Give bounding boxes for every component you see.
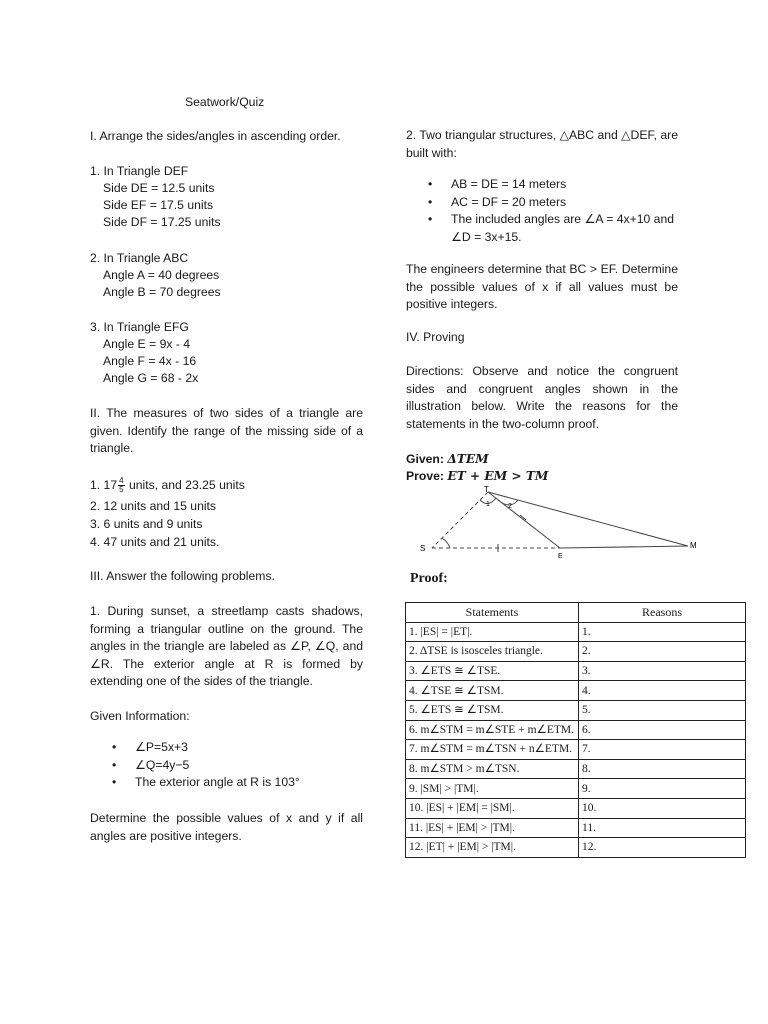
proof-row	[406, 622, 746, 642]
proof-row	[406, 740, 746, 760]
proof-row	[406, 700, 746, 720]
part-2-item: 2. 12 units and 15 units	[90, 499, 217, 513]
given-information-list	[90, 739, 363, 792]
vertex-label-s: S	[420, 544, 426, 553]
statement-cell: 4. ∠TSE ≅ ∠TSM.	[406, 681, 579, 701]
proof-table	[405, 602, 746, 858]
part-2-item: 3. 6 units and 9 units	[90, 517, 203, 531]
angle-label-1: 1	[486, 501, 490, 508]
reason-cell[interactable]: 2.	[579, 642, 746, 662]
part-4-directions: Directions: Observe and notice the congruent sides and congruent angles shown in the illustration below. Write the reasons for the statements in the two-column proof.	[406, 364, 678, 431]
reason-cell[interactable]: 10.	[579, 798, 746, 818]
statement-cell: 2. ΔTSE is isosceles triangle.	[406, 642, 579, 662]
problem-2-list	[406, 176, 678, 246]
part-2-item-1-prefix: 1. 17	[90, 478, 118, 492]
reason-cell[interactable]: 6.	[579, 720, 746, 740]
part-1-item-1-line: Side EF = 17.5 units	[103, 198, 214, 212]
vertex-label-t: T	[484, 485, 489, 494]
angle-arc-s	[442, 538, 450, 548]
given-value: ΔTEM	[447, 452, 489, 466]
given-item: • ∠Q=4y−5	[90, 757, 363, 775]
reason-cell[interactable]: 12.	[579, 838, 746, 858]
proof-row	[406, 759, 746, 779]
proof-row	[406, 720, 746, 740]
proof-row	[406, 681, 746, 701]
fraction-numerator: 4	[119, 476, 124, 486]
proof-row	[406, 661, 746, 681]
prove-label: Prove:	[406, 469, 448, 483]
problem-2-item: • AC = DF = 20 meters	[406, 194, 678, 212]
reason-cell[interactable]: 1.	[579, 622, 746, 642]
part-1-item-1-line: Side DE = 12.5 units	[103, 181, 215, 195]
statement-cell: 1. |ES| = |ET|.	[406, 622, 579, 642]
part-2-item: 4. 47 units and 21 units.	[90, 535, 220, 549]
given-information-label: Given Information:	[90, 709, 190, 723]
reason-cell[interactable]: 4.	[579, 681, 746, 701]
statement-cell: 6. m∠STM = m∠STE + m∠ETM.	[406, 720, 579, 740]
reason-cell[interactable]: 11.	[579, 818, 746, 838]
proof-table-header-row	[406, 603, 746, 623]
part-4-heading: IV. Proving	[406, 330, 465, 344]
part-2-item-1-suffix: units, and 23.25 units	[125, 478, 245, 492]
proof-row	[406, 642, 746, 662]
mixed-number-fraction	[118, 477, 124, 494]
reason-cell[interactable]: 8.	[579, 759, 746, 779]
given-label: Given:	[406, 452, 448, 466]
proof-label: Proof:	[410, 571, 448, 586]
reasons-header: Reasons	[579, 603, 746, 623]
reason-cell[interactable]: 7.	[579, 740, 746, 760]
part-1-item-1-line: Side DF = 17.25 units	[103, 215, 221, 229]
problem-2-item: • The included angles are ∠A = 4x+10 and ∠D = 3x+15.	[406, 211, 678, 246]
given-item: • ∠P=5x+3	[90, 739, 363, 757]
statement-cell: 7. m∠STM = m∠TSN + n∠ETM.	[406, 740, 579, 760]
statement-cell: 10. |ES| + |EM| = |SM|.	[406, 798, 579, 818]
segment-em	[560, 546, 688, 548]
part-1-item-3-line: Angle E = 9x - 4	[103, 337, 191, 351]
part-1-item-1-label: 1. In Triangle DEF	[90, 164, 189, 178]
part-1-item-2-line: Angle A = 40 degrees	[103, 268, 220, 282]
given-item: • The exterior angle at R is 103°	[90, 774, 363, 792]
proof-row	[406, 838, 746, 858]
part-1-item-2-line: Angle B = 70 degrees	[103, 285, 221, 299]
proof-row	[406, 818, 746, 838]
problem-2-intro: 2. Two triangular structures, △ABC and △DEF, are built with:	[406, 128, 678, 160]
statements-header: Statements	[406, 603, 579, 623]
part-1-item-3-label: 3. In Triangle EFG	[90, 320, 189, 334]
statement-cell: 3. ∠ETS ≅ ∠TSE.	[406, 661, 579, 681]
vertex-label-e: E	[558, 553, 563, 560]
problem-2-item: • AB = DE = 14 meters	[406, 176, 678, 194]
reason-cell[interactable]: 9.	[579, 779, 746, 799]
problem-1-question: Determine the possible values of x and y if all angles are positive integers.	[90, 811, 363, 843]
proof-row	[406, 779, 746, 799]
problem-2-question: The engineers determine that BC > EF. Determine the possible values of x if all values must be positive integers.	[406, 262, 678, 311]
reason-cell[interactable]: 5.	[579, 700, 746, 720]
prove-value: ET + EM > TM	[447, 469, 549, 483]
segment-ts	[432, 492, 488, 548]
fraction-denominator: 5	[119, 485, 124, 495]
given-statement	[406, 451, 489, 469]
prove-statement	[406, 468, 548, 486]
part-1-item-2-label: 2. In Triangle ABC	[90, 251, 189, 265]
part-1-item-3-line: Angle G = 68 - 2x	[103, 371, 199, 385]
part-1-heading: I. Arrange the sides/angles in ascending order.	[90, 129, 341, 143]
proof-row	[406, 798, 746, 818]
reason-cell[interactable]: 3.	[579, 661, 746, 681]
page-title: Seatwork/Quiz	[185, 95, 265, 109]
statement-cell: 12. |ET| + |EM| > |TM|.	[406, 838, 579, 858]
vertex-label-m: M	[690, 541, 697, 550]
statement-cell: 8. m∠STM > m∠TSN.	[406, 759, 579, 779]
statement-cell: 9. |SM| > |TM|.	[406, 779, 579, 799]
part-3-heading: III. Answer the following problems.	[90, 569, 275, 583]
part-2-heading: II. The measures of two sides of a triangle are given. Identify the range of the missing side of a triangle.	[90, 406, 363, 455]
triangle-diagram	[410, 484, 710, 570]
part-1-item-3-line: Angle F = 4x - 16	[103, 354, 197, 368]
problem-1-text: 1. During sunset, a streetlamp casts shadows, forming a triangular outline on the ground. The angles in the triangle are labeled as ∠P, ∠Q, and ∠R. The exterior angle at R is formed by extending one of the sides of the triangle.	[90, 604, 363, 688]
statement-cell: 5. ∠ETS ≅ ∠TSM.	[406, 700, 579, 720]
statement-cell: 11. |ES| + |EM| > |TM|.	[406, 818, 579, 838]
angle-label-2: 2	[508, 503, 512, 510]
part-2-item-1	[90, 477, 245, 495]
